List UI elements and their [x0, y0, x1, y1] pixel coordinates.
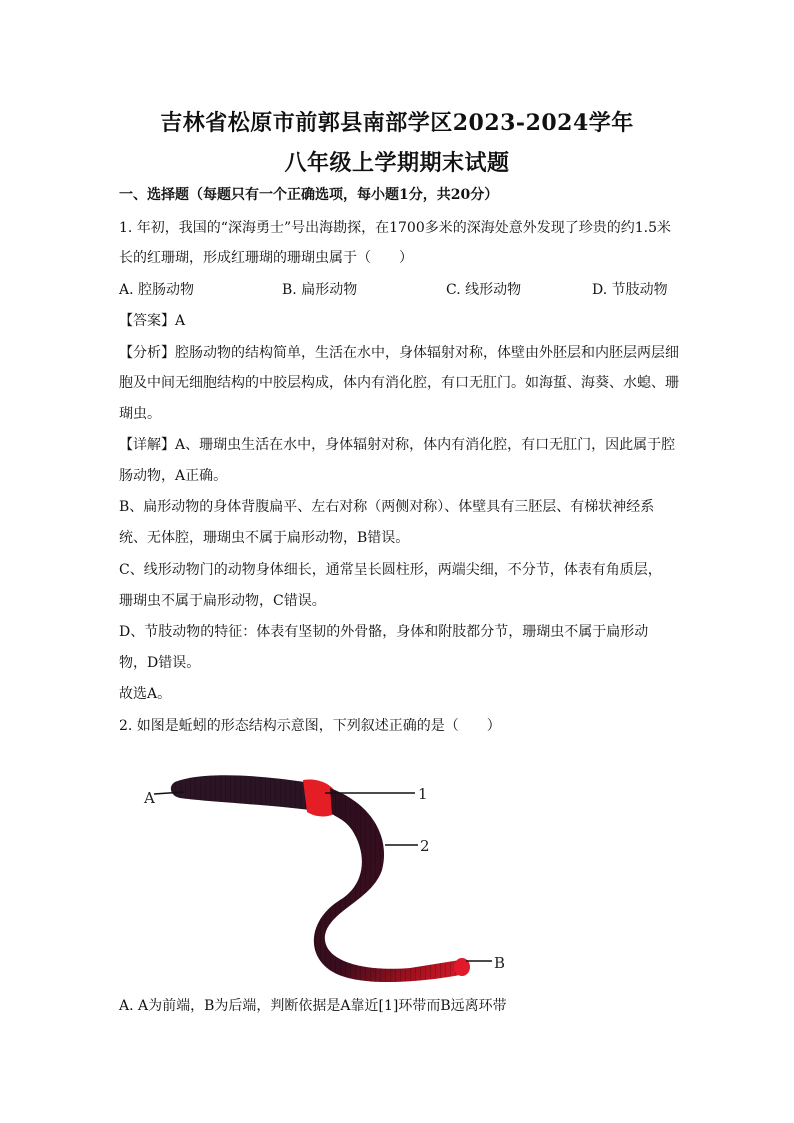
- section-heading: 一、选择题（每题只有一个正确选项，每小题1分，共20分）: [119, 187, 499, 203]
- label-b: B: [494, 954, 506, 972]
- q1-detail-d-line-1: D、节肢动物的特征：体表有坚韧的外骨骼，身体和附肢都分节，珊瑚虫不属于扁形动: [119, 624, 649, 640]
- q1-analysis-line-3: 瑚虫。: [119, 406, 161, 422]
- worm-body: [314, 788, 465, 982]
- q1-analysis-line-1: 【分析】腔肠动物的结构简单，生活在水中，身体辐射对称，体壁由外胚层和内胚层两层细: [119, 345, 679, 361]
- q1-detail-b-line-2: 统、无体腔，珊瑚虫不属于扁形动物，B错误。: [119, 530, 410, 546]
- q1-conclusion: 故选A。: [119, 686, 172, 702]
- q1-detail-c-line-2: 珊瑚虫不属于扁形动物，C错误。: [119, 593, 326, 609]
- q1-detail-b-line-1: B、扁形动物的身体背腹扁平、左右对称（两侧对称）、体壁具有三胚层、有梯状神经系: [119, 499, 655, 515]
- q1-option-d: D. 节肢动物: [592, 282, 668, 298]
- q1-detail-line-1: 【详解】A、珊瑚虫生活在水中，身体辐射对称，体内有消化腔，有口无肛门，因此属于腔: [119, 437, 676, 453]
- q1-option-a: A. 腔肠动物: [119, 282, 195, 298]
- q1-option-c: C. 线形动物: [446, 282, 522, 298]
- q1-analysis-line-2: 胞及中间无细胞结构的中胶层构成，体内有消化腔，有口无肛门。如海蜇、海葵、水螅、珊: [119, 375, 679, 391]
- title-line-1: 吉林省松原市前郭县南部学区2023-2024学年: [160, 110, 634, 136]
- q2-option-a: A. A为前端，B为后端，判断依据是A靠近[1]环带而B远离环带: [119, 998, 507, 1014]
- q1-option-b: B. 扁形动物: [282, 282, 358, 298]
- q1-answer: 【答案】A: [119, 313, 186, 329]
- worm-clitellum: [303, 779, 334, 816]
- earthworm-diagram: [140, 760, 520, 985]
- q1-detail-line-2: 肠动物，A正确。: [119, 468, 228, 484]
- q2-stem: 2. 如图是蚯蚓的形态结构示意图，下列叙述正确的是（ ）: [119, 718, 501, 734]
- q1-detail-c-line-1: C、线形动物门的动物身体细长，通常呈长圆柱形，两端尖细，不分节，体表有角质层，: [119, 562, 662, 578]
- q1-detail-d-line-2: 物，D错误。: [119, 655, 201, 671]
- q1-stem-line-1: 1. 年初，我国的“深海勇士”号出海勘探，在1700多米的深海处意外发现了珍贵的约1.5米: [119, 220, 672, 236]
- q1-stem-line-2: 长的红珊瑚，形成红珊瑚的珊瑚虫属于（ ）: [119, 250, 413, 266]
- label-2: 2: [420, 837, 430, 855]
- title-line-2: 八年级上学期期末试题: [284, 150, 510, 176]
- earthworm-figure: [140, 760, 520, 985]
- label-1: 1: [418, 785, 428, 803]
- label-a: A: [144, 789, 155, 807]
